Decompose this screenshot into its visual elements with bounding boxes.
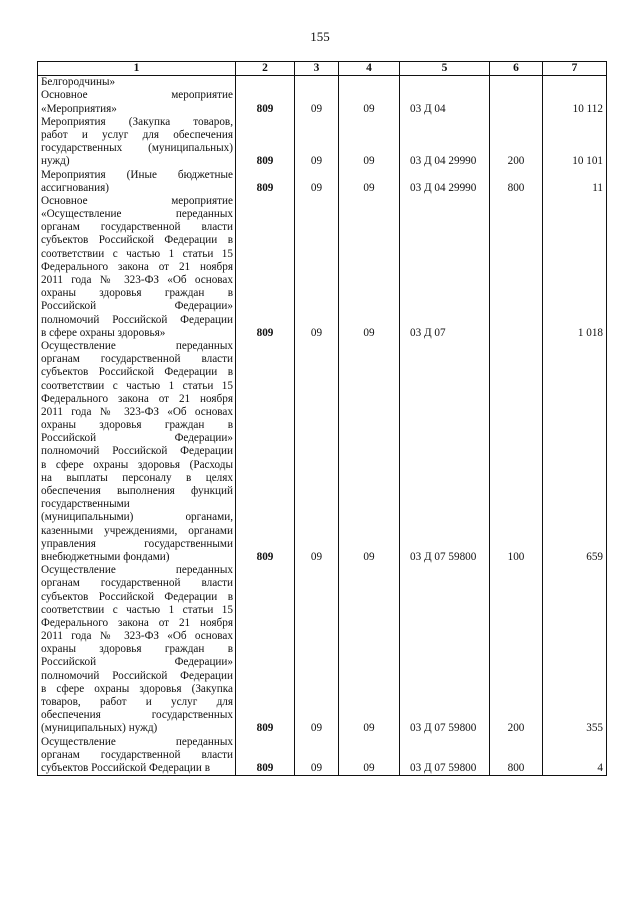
column-header-sum: 7 — [543, 62, 607, 76]
name-line: Основное мероприятие — [41, 89, 233, 102]
name-line: Федерального закона от 21 ноября — [41, 260, 233, 273]
name-line: субъектов Российской Федерации в — [41, 366, 233, 379]
cell-rz: 09 — [295, 116, 339, 169]
name-line: Мероприятия (Закупка товаров, — [41, 115, 233, 128]
cell-csr: 03 Д 04 29990 — [400, 169, 490, 195]
name-line: 2011 года № 323-ФЗ «Об основах — [41, 274, 233, 287]
name-line: органам государственной власти — [41, 353, 233, 366]
name-line: полномочий Российской Федерации — [41, 669, 233, 682]
cell-vr — [490, 195, 543, 340]
cell-rz: 09 — [295, 76, 339, 116]
cell-name — [38, 195, 236, 340]
cell-gr: 809 — [236, 564, 295, 735]
cell-pr: 09 — [339, 340, 400, 564]
cell-rz: 09 — [295, 736, 339, 776]
cell-rz: 09 — [295, 340, 339, 564]
cell-vr: 800 — [490, 736, 543, 776]
name-line: Российской Федерации» — [41, 300, 233, 313]
cell-sum: 4 — [543, 736, 607, 776]
cell-pr: 09 — [339, 195, 400, 340]
cell-name — [38, 564, 236, 735]
table-row — [38, 195, 607, 340]
name-line: органам государственной власти — [41, 577, 233, 590]
name-line: государственных (муниципальных) — [41, 142, 233, 155]
cell-vr: 200 — [490, 564, 543, 735]
name-line: субъектов Российской Федерации в — [41, 234, 233, 247]
column-header-gr: 2 — [236, 62, 295, 76]
cell-pr: 09 — [339, 116, 400, 169]
cell-pr: 09 — [339, 564, 400, 735]
name-line: 2011 года № 323-ФЗ «Об основах — [41, 630, 233, 643]
name-line: полномочий Российской Федерации — [41, 313, 233, 326]
name-line: государственными — [41, 498, 130, 511]
name-line: субъектов Российской Федерации в — [41, 590, 233, 603]
cell-gr: 809 — [236, 736, 295, 776]
name-line: Российской Федерации» — [41, 432, 233, 445]
cell-rz: 09 — [295, 564, 339, 735]
name-line: ассигнования) — [41, 181, 109, 194]
cell-csr: 03 Д 04 29990 — [400, 116, 490, 169]
cell-sum: 1 018 — [543, 195, 607, 340]
name-line: органам государственной власти — [41, 748, 233, 761]
cell-vr — [490, 76, 543, 116]
cell-sum: 10 101 — [543, 116, 607, 169]
cell-pr: 09 — [339, 169, 400, 195]
cell-csr: 03 Д 04 — [400, 76, 490, 116]
name-line: внебюджетными фондами) — [41, 550, 170, 563]
cell-name — [38, 76, 236, 116]
table-row — [38, 116, 607, 169]
cell-sum: 659 — [543, 340, 607, 564]
column-header-pr: 4 — [339, 62, 400, 76]
name-line: казенными учреждениями, органами — [41, 524, 233, 537]
name-line: обеспечения государственных — [41, 709, 233, 722]
name-line: соответствии с частью 1 статьи 15 — [41, 247, 233, 260]
cell-csr: 03 Д 07 — [400, 195, 490, 340]
name-line: обеспечения выполнения функций — [41, 485, 233, 498]
cell-vr: 800 — [490, 169, 543, 195]
table-header-row — [38, 62, 607, 76]
cell-vr: 200 — [490, 116, 543, 169]
name-line: Российской Федерации» — [41, 656, 233, 669]
column-header-vr: 6 — [490, 62, 543, 76]
table-row — [38, 736, 607, 776]
cell-name — [38, 169, 236, 195]
cell-csr: 03 Д 07 59800 — [400, 736, 490, 776]
name-line: охраны здоровья граждан в — [41, 419, 233, 432]
cell-sum: 11 — [543, 169, 607, 195]
cell-rz: 09 — [295, 169, 339, 195]
name-line: Мероприятия (Иные бюджетные — [41, 168, 233, 181]
cell-sum: 355 — [543, 564, 607, 735]
cell-gr: 809 — [236, 195, 295, 340]
cell-pr: 09 — [339, 76, 400, 116]
name-line: соответствии с частью 1 статьи 15 — [41, 379, 233, 392]
column-header-csr: 5 — [400, 62, 490, 76]
name-line: в сфере охраны здоровья (Расходы — [41, 458, 233, 471]
table-row — [38, 340, 607, 564]
cell-csr: 03 Д 07 59800 — [400, 564, 490, 735]
column-header-name: 1 — [38, 62, 236, 76]
name-line: Основное мероприятие — [41, 194, 233, 207]
name-line: Осуществление переданных — [41, 564, 233, 577]
name-line: соответствии с частью 1 статьи 15 — [41, 603, 233, 616]
name-line: Федерального закона от 21 ноября — [41, 392, 233, 405]
budget-table — [37, 61, 607, 776]
name-line: Осуществление переданных — [41, 339, 233, 352]
page-number: 155 — [310, 29, 330, 44]
table-row — [38, 76, 607, 116]
cell-vr: 100 — [490, 340, 543, 564]
cell-name — [38, 736, 236, 776]
cell-name — [38, 340, 236, 564]
cell-sum: 10 112 — [543, 76, 607, 116]
name-line: охраны здоровья граждан в — [41, 643, 233, 656]
name-line: (муниципальных) нужд) — [41, 722, 158, 735]
table-body — [38, 76, 607, 776]
cell-gr: 809 — [236, 169, 295, 195]
cell-name — [38, 116, 236, 169]
name-line: Осуществление переданных — [41, 735, 233, 748]
name-line: Федерального закона от 21 ноября — [41, 616, 233, 629]
name-line: управления государственными — [41, 537, 233, 550]
cell-rz: 09 — [295, 195, 339, 340]
column-header-rz: 3 — [295, 62, 339, 76]
table-row — [38, 564, 607, 735]
name-line: на выплаты персоналу в целях — [41, 471, 233, 484]
cell-pr: 09 — [339, 736, 400, 776]
name-line: субъектов Российской Федерации в — [41, 761, 210, 774]
name-line: полномочий Российской Федерации — [41, 445, 233, 458]
name-line: товаров, работ и услуг для — [41, 696, 233, 709]
name-line: в сфере охраны здоровья» — [41, 326, 166, 339]
name-line: охраны здоровья граждан в — [41, 287, 233, 300]
table-row — [38, 169, 607, 195]
cell-gr: 809 — [236, 340, 295, 564]
name-line: органам государственной власти — [41, 221, 233, 234]
name-line: работ и услуг для обеспечения — [41, 128, 233, 141]
cell-csr: 03 Д 07 59800 — [400, 340, 490, 564]
name-line: «Осуществление переданных — [41, 208, 233, 221]
name-line: Белгородчины» — [41, 76, 116, 89]
name-line: (муниципальными) органами, — [41, 511, 233, 524]
name-line: в сфере охраны здоровья (Закупка — [41, 682, 233, 695]
name-line: нужд) — [41, 155, 70, 168]
cell-gr: 809 — [236, 76, 295, 116]
name-line: 2011 года № 323-ФЗ «Об основах — [41, 405, 233, 418]
cell-gr: 809 — [236, 116, 295, 169]
name-line: «Мероприятия» — [41, 102, 117, 115]
